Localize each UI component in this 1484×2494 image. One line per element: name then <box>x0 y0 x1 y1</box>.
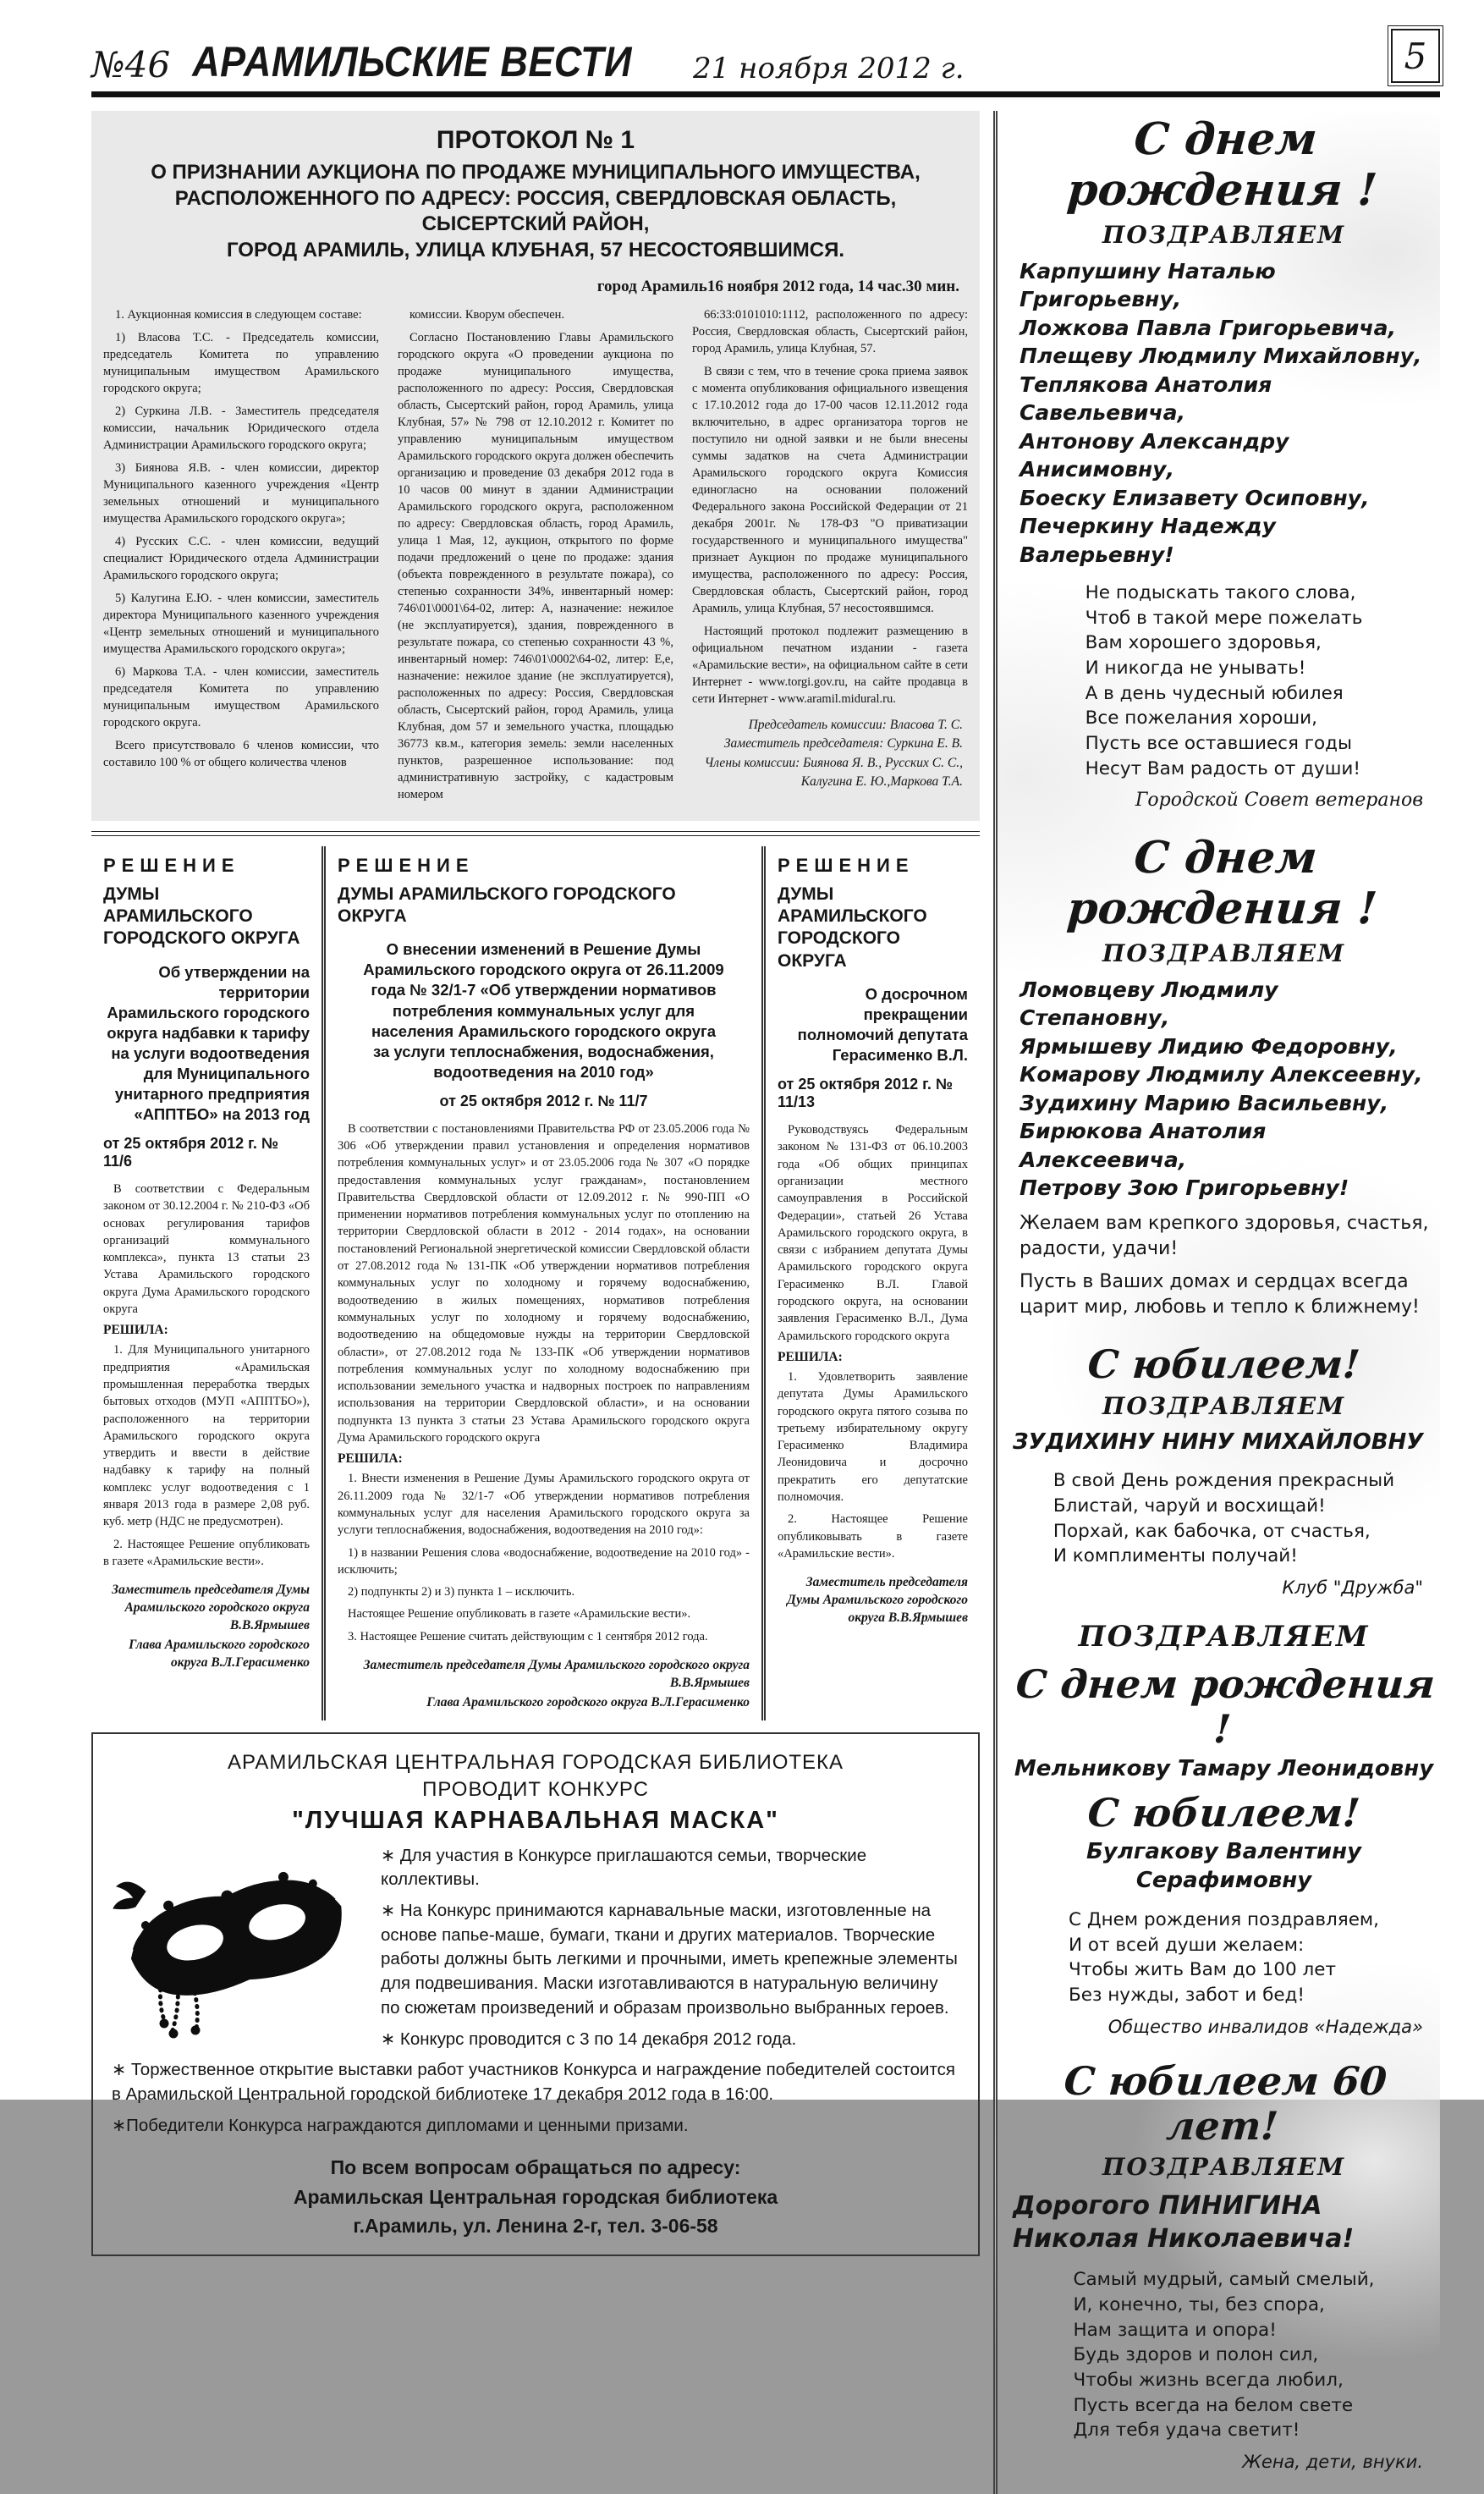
page-content <box>91 111 1440 2494</box>
header-rule <box>91 91 1440 97</box>
protocol-paragraph: Настоящий протокол подлежит размещению в официальном печатном издании - газета «Арамильские вести», на официальном сайте в сети Интернет - www.torgi.gov.ru, на сайте продавца в сети Интернет - www.aramil.midural.ru. <box>692 624 968 706</box>
protocol-paragraph: 3) Биянова Я.В. - член комиссии, директор Муниципального казенного учреждения «Центр земельных отношений и муниципального имущества Арамильского городского округа»; <box>103 460 379 526</box>
honoree-name: Ложкова Павла Григорьевича, <box>1020 315 1396 340</box>
greeting-signature: Городской Совет ветеранов <box>1135 790 1423 812</box>
honoree-name-list <box>1013 257 1435 570</box>
congrats-label: ПОЗДРАВЛЯЕМ <box>1078 1620 1370 1654</box>
decision-signatures <box>778 1574 968 1627</box>
honoree-name-lines <box>1013 2189 1435 2255</box>
decision-resolved-label: РЕШИЛА: <box>338 1451 403 1467</box>
announcement-headline-line3: "ЛУЧШАЯ КАРНАВАЛЬНАЯ МАСКА" <box>292 1806 779 1834</box>
decision-item: 1. Внести изменения в Решение Думы Арамильского городского округа от 26.11.2009 года № 32/1-7 «Об утверждении нормативов потребления коммунальных услуг для населения Арамильского городского округа за услуги теплоснабжения, водоснабжения, водоотведения на 2010 год»: <box>338 1472 750 1538</box>
poem-line: Все пожелания хороши, <box>1085 707 1317 729</box>
honoree-name: Комарову Людмилу Алексеевну, <box>1020 1062 1423 1087</box>
poem-line: Чтоб в такой мере пожелать <box>1085 607 1363 629</box>
decision-article-11-6 <box>91 846 322 1720</box>
honoree-name: Плещеву Людмилу Михайловну, <box>1020 344 1422 369</box>
decision-item: 2) подпункты 2) и 3) пункта 1 – исключить. <box>348 1585 575 1599</box>
protocol-signature-line: Заместитель председателя: Суркина Е. В. <box>723 736 963 752</box>
protocol-body <box>103 306 968 809</box>
announcement-headline <box>112 1749 959 1837</box>
poem-line: В свой День рождения прекрасный <box>1053 1470 1395 1492</box>
protocol-signatures <box>692 716 968 792</box>
honoree-name: ЗУДИХИНУ НИНУ МИХАЙЛОВНУ <box>1013 1429 1424 1455</box>
protocol-paragraph: 6) Маркова Т.А. - член комиссии, заместитель председателя Комитета по управлению муниципальным имуществом Арамильского городского округа. <box>103 664 379 729</box>
greeting-signature: Общество инвалидов «Надежда» <box>1108 2016 1423 2037</box>
greeting-wishes <box>1013 1211 1435 1320</box>
decision-heading: РЕШЕНИЕ <box>778 854 915 876</box>
greeting-script-title: С юбилеем! <box>1086 1341 1362 1387</box>
protocol-subtitle-line: ГОРОД АРАМИЛЬ, УЛИЦА КЛУБНАЯ, 57 НЕСОСТОЯВШИМСЯ. <box>227 239 844 262</box>
decision-resolved-label: РЕШИЛА: <box>778 1349 843 1364</box>
poem-line: Самый мудрый, самый смелый, <box>1073 2269 1375 2291</box>
decision-date: от 25 октября 2012 г. № 11/7 <box>439 1092 648 1109</box>
poem-line: И от всей души желаем: <box>1068 1934 1305 1956</box>
poem-line: Не подыскать такого слова, <box>1085 582 1356 604</box>
decision-article-11-13 <box>761 846 980 1720</box>
decision-item: 1) в названии Решения слова «водоснабжение, водоотведение на 2010 год» - исключить; <box>338 1545 750 1577</box>
decision-signature-line: Заместитель председателя Думы Арамильского городского округа В.В.Ярмышев <box>787 1575 968 1626</box>
greeting-poem <box>1069 1908 1379 2008</box>
decision-item: Настоящее Решение опубликовать в газете «Арамильские вести». <box>348 1607 691 1621</box>
announcement-headline-line1: АРАМИЛЬСКАЯ ЦЕНТРАЛЬНАЯ ГОРОДСКАЯ БИБЛИОТЕКА <box>227 1750 844 1774</box>
main-column <box>91 111 980 2494</box>
poem-line: Без нужды, забот и бед! <box>1068 1985 1305 2007</box>
protocol-dateline: город Арамиль16 ноября 2012 года, 14 час.30 мин. <box>596 277 959 295</box>
greeting-block-birthday-2 <box>1013 833 1435 1319</box>
honoree-name: Мельникову Тамару Леонидовну <box>1014 1755 1434 1781</box>
greeting-block-nadezhda <box>1013 1620 1435 2037</box>
greeting-block-zudikhina <box>1013 1342 1435 1598</box>
poem-line: И никогда не унывать! <box>1085 658 1306 680</box>
protocol-paragraph: комиссии. Кворум обеспечен. <box>409 307 565 322</box>
honoree-name: Печеркину Надежду Валерьевну! <box>1020 514 1276 567</box>
announcement-rule: ∗Победители Конкурса награждаются дипломами и ценными призами. <box>112 2115 689 2135</box>
protocol-paragraph: Всего присутствовало 6 членов комиссии, что составило 100 % от общего количества членов <box>103 738 379 769</box>
protocol-paragraph: 2) Суркина Л.В. - Заместитель председателя комиссии, начальник Юридического отдела Администрации Арамильского городского округа; <box>103 404 379 452</box>
announcement-contact-line: Арамильская Центральная городская библиотека <box>293 2185 778 2208</box>
page-number: 5 <box>1404 35 1427 77</box>
poem-line: Нам защита и опора! <box>1073 2319 1277 2341</box>
decision-resolved-label: РЕШИЛА: <box>103 1323 168 1338</box>
masthead-title: АРАМИЛЬСКИЕ ВЕСТИ <box>192 37 632 86</box>
protocol-column-1 <box>103 306 379 809</box>
announcement-headline-line2: ПРОВОДИТ КОНКУРС <box>422 1778 649 1802</box>
protocol-paragraph: 66:33:0101010:1112, расположенного по адресу: Россия, Свердловская область, Сысертский район, город Арамиль, улица Клубная, 57. <box>692 307 968 355</box>
poem-line: И, конечно, ты, без спора, <box>1073 2294 1325 2316</box>
decision-signature-line: Заместитель председателя Думы Арамильского городского округа В.В.Ярмышев <box>363 1658 750 1690</box>
page-number-box <box>1391 29 1440 83</box>
decision-org: ДУМЫ АРАМИЛЬСКОГО ГОРОДСКОГО ОКРУГА <box>338 884 676 927</box>
greeting-script-title: С днем рождения ! <box>1065 832 1379 935</box>
congrats-label: ПОЗДРАВЛЯЕМ <box>1102 939 1346 967</box>
protocol-paragraph: 1) Власова Т.С. - Председатель комиссии, председатель Комитета по управлению муниципальным имуществом Арамильского городского округа; <box>103 330 379 395</box>
decisions-section <box>91 846 980 1720</box>
decision-date: от 25 октября 2012 г. № 11/6 <box>103 1135 278 1170</box>
decision-title: О внесении изменений в Решение Думы Арамильского городского округа от 26.11.2009 года № 32/1-7 «Об утверждении нормативов потребления коммунальных услуг для населения Арамильского городского округа за услуги теплоснабжения, водоснабжения, водоотведения на 2010 год» <box>363 940 724 1081</box>
greeting-poem <box>1086 581 1363 781</box>
announcement-rule: ∗ Конкурс проводится с 3 по 14 декабря 2012 года. <box>381 2029 797 2049</box>
greeting-script-title: С днем рождения ! <box>1065 113 1379 216</box>
honoree-name: Петрову Зою Григорьевну! <box>1020 1175 1349 1201</box>
protocol-article <box>91 111 980 821</box>
decision-signatures <box>103 1582 310 1672</box>
protocol-paragraph: В связи с тем, что в течение срока приема заявок с момента опубликования официального извещения с 17.10.2012 года до 17-00 часов 12.11.2012 года включительно, в адрес организатора торгов не поступило ни одной заявки и не были внесены суммы задатков на счета Администрации Арамильского городского округа Комиссия единогласно на основании положений Федерального закона Российской Федерации от 21 декабря 2001г. № 178-ФЗ "О приватизации государственного и муниципального имущества" признает Аукцион по продаже муниципального имущества, расположенного по адресу: Россия, Свердловская область, Сысертский район, город Арамиль, улица Клубная, 57 несостоявшимся. <box>692 364 968 615</box>
honoree-name: Булгакову Валентину Серафимовну <box>1086 1839 1362 1894</box>
greeting-block-veterans <box>1013 114 1435 811</box>
decision-title: О досрочном прекращении полномочий депутата Герасименко В.Л. <box>797 984 968 1065</box>
decision-items <box>103 1341 310 1570</box>
decision-body <box>778 1121 968 1345</box>
protocol-signature-line: Члены комиссии: Биянова Я. В., Русских С. С., <box>704 755 963 770</box>
protocol-column-2 <box>398 306 673 809</box>
protocol-signature-line: Председатель комиссии: Власова Т. С. <box>748 717 963 732</box>
greeting-script-title-2: С юбилеем! <box>1086 1789 1362 1836</box>
poem-line: Чтобы жить Вам до 100 лет <box>1068 1959 1337 1981</box>
decision-article-11-7 <box>322 846 761 1720</box>
poem-line: Для тебя удача светит! <box>1073 2420 1300 2442</box>
decision-org: ДУМЫ АРАМИЛЬСКОГО ГОРОДСКОГО ОКРУГА <box>103 884 300 949</box>
greeting-script-title: С днем рождения ! <box>1014 1661 1437 1752</box>
decision-paragraph: В соответствии с постановлениями Правительства РФ от 23.05.2006 года № 306 «Об утверждении правил установления и определения нормативов потребления коммунальных услуг» и от 23.05.2006 года № 307 «О порядке предоставления коммунальных услуг гражданам», постановлением Правительства Свердловской области от 12.09.2012 г. № 990-ПП «О применении нормативов потребления коммунальных услуг по отоплению на территории Свердловской области в 2012 - 2014 годах», на основании постановлений Региональной энергетической комиссии Свердловской области от 27.08.2012 года № 131-ПК «Об утверждении нормативов потребления коммунальных услуг по холодному и горячему водоснабжению, водоотведению в жилых помещениях, нормативов потребления коммунальных услуг по холодному и горячему водоснабжению, водоотведению на общедомовые нужды на территории Свердловской области», от 27.08.2012 года № 133-ПК «Об утверждении нормативов потребления коммунальных услуг по холодному водоснабжению при использовании земельного участка и надворных построек по направлениям использования на территории Свердловской области», и на основании подпункта 13 пункта 3 статьи 23 Устава Арамильского городского округа Дума Арамильского городского округа <box>338 1121 750 1445</box>
library-contest-announcement <box>91 1732 980 2256</box>
page-header <box>91 29 1440 91</box>
decision-signature-line: Заместитель председателя Думы Арамильского городского округа В.В.Ярмышев <box>112 1583 310 1633</box>
congrats-label: ПОЗДРАВЛЯЕМ <box>1102 220 1346 249</box>
decision-item: 1. Для Муниципального унитарного предприятия «Арамильская промышленная переработка твердых бытовых отходов (МУП «АППТБО»), расположенного на территории Арамильского городского округа утвердить и ввести в действие надбавку к тарифу на полный комплекс услуг водоотведения с 1 января 2013 года в размере 2,08 руб. куб. метр (НДС не предусмотрен). <box>103 1343 310 1529</box>
announcement-contact <box>112 2153 959 2241</box>
greeting-poem <box>1073 2267 1374 2443</box>
issue-number: №46 <box>91 44 171 85</box>
congrats-label: ПОЗДРАВЛЯЕМ <box>1102 1391 1346 1420</box>
decision-signature-line: Глава Арамильского городского округа В.Л.Герасименко <box>426 1694 750 1709</box>
greeting-signature: Жена, дети, внуки. <box>1242 2452 1423 2473</box>
wish-line: Желаем вам крепкого здоровья, счастья, радости, удачи! <box>1020 1212 1429 1259</box>
decision-item: 2. Настоящее Решение опубликовать в газете «Арамильские вести». <box>103 1537 310 1568</box>
greeting-script-title: С юбилеем 60 лет! <box>1062 2057 1388 2149</box>
decision-item: 1. Удовлетворить заявление депутата Думы Арамильского городского округа пятого созыва по третьему избирательному округу Герасименко Владимира Леонидовича и досрочно прекратить его депутатские полномочия. <box>778 1369 968 1504</box>
honoree-name: Ломовцеву Людмилу Степановну, <box>1020 977 1278 1031</box>
carnival-mask-image <box>112 1841 366 2054</box>
decision-body <box>338 1120 750 1447</box>
greeting-signature: Клуб "Дружба" <box>1282 1577 1423 1598</box>
decision-signatures <box>338 1657 750 1712</box>
wish-line: Пусть в Ваших домах и сердцах всегда царит мир, любовь и тепло к ближнему! <box>1020 1271 1420 1318</box>
poem-line: Пусть все оставшиеся годы <box>1085 733 1353 755</box>
poem-line: С Днем рождения поздравляем, <box>1068 1909 1379 1931</box>
decision-items <box>338 1470 750 1645</box>
decision-item: 3. Настоящее Решение считать действующим с 1 сентября 2012 года. <box>348 1629 708 1643</box>
poem-line: Порхай, как бабочка, от счастья, <box>1053 1520 1371 1542</box>
poem-line: Пусть всегда на белом свете <box>1073 2394 1354 2416</box>
decision-date: от 25 октября 2012 г. № 11/13 <box>778 1076 953 1111</box>
protocol-subtitle <box>103 160 968 264</box>
section-divider <box>91 831 980 836</box>
protocol-paragraph: 4) Русских С.С. - член комиссии, ведущий специалист Юридического отдела Администрации Арамильского городского округа; <box>103 534 379 582</box>
decision-paragraph: Руководствуясь Федеральным законом № 131-ФЗ от 06.10.2003 года «Об общих принципах организации местного самоуправления в Российской Федерации», статьей 26 Устава Арамильского городского округа, в связи с избранием депутата Думы Арамильского городского округа Герасименко В.Л. Главой городского округа, на основании заявления Герасименко В.Л., Дума Арамильского городского округа <box>778 1123 968 1343</box>
decision-org: ДУМЫ АРАМИЛЬСКОГО ГОРОДСКОГО ОКРУГА <box>778 884 927 971</box>
announcement-contact-line: г.Арамиль, ул. Ленина 2-г, тел. 3-06-58 <box>353 2215 718 2238</box>
protocol-paragraph: 1. Аукционная комиссия в следующем составе: <box>115 307 362 322</box>
poem-line: Блистай, чаруй и восхищай! <box>1053 1495 1326 1517</box>
protocol-column-3 <box>692 306 968 809</box>
decision-signature-line: Глава Арамильского городского округа В.Л.Герасименко <box>129 1638 310 1670</box>
honoree-name: Николая Николаевича! <box>1013 2224 1355 2255</box>
greeting-poem <box>1053 1468 1394 1569</box>
greetings-column <box>993 111 1440 2494</box>
issue-date: 21 ноября 2012 г. <box>692 52 965 85</box>
honoree-name: Ярмышеву Лидию Федоровну, <box>1020 1033 1398 1059</box>
honoree-name: Зудихину Марию Васильевну, <box>1020 1090 1389 1115</box>
announcement-rule: ∗ На Конкурс принимаются карнавальные маски, изготовленные на основе папье-маше, бумаги, ткани и других материалов. Творческие работы должны быть легкими и прочными, иметь крепежные элементы для подвешивания. Маски изготавливаются в натуральную величину по сюжетам произведений и образам произвольно выбранных героев. <box>381 1901 958 2018</box>
announcement-rule: ∗ Торжественное открытие выставки работ участников Конкурса и награждение победителей состоится в Арамильской Центральной городской библиотеке 17 декабря 2012 года в 16:00. <box>112 2060 956 2104</box>
announcement-contact-line: По всем вопросам обращаться по адресу: <box>330 2156 741 2179</box>
decision-items <box>778 1368 968 1562</box>
decision-heading: РЕШЕНИЕ <box>103 854 240 876</box>
protocol-signature-line: Калугина Е. Ю.,Маркова Т.А. <box>800 774 963 790</box>
decision-heading: РЕШЕНИЕ <box>338 854 475 876</box>
announcement-rule: ∗ Для участия в Конкурсе приглашаются семьи, творческие коллективы. <box>381 1845 867 1890</box>
honoree-name: Бирюкова Анатолия Алексеевича, <box>1020 1119 1267 1172</box>
decision-title: Об утверждении на территории Арамильского городского округа надбавки к тарифу на услуги водоотведения для Муниципального унитарного предприятия «АППТБО» на 2013 год <box>107 962 310 1123</box>
poem-line: Вам хорошего здоровья, <box>1085 632 1322 654</box>
poem-line: И комплименты получай! <box>1053 1545 1298 1567</box>
honoree-name: Дорогого ПИНИГИНА <box>1013 2191 1322 2221</box>
protocol-paragraph: 5) Калугина Е.Ю. - член комиссии, заместитель директора Муниципального казенного учреждения «Центр земельных отношений и муниципального имущества Арамильского городского округа»; <box>103 591 379 656</box>
honoree-name: Антонову Александру Анисимовну, <box>1020 428 1289 482</box>
honoree-name-list <box>1013 976 1435 1203</box>
congrats-label: ПОЗДРАВЛЯЕМ <box>1102 2153 1346 2182</box>
decision-body <box>103 1181 310 1318</box>
protocol-title: ПРОТОКОЛ № 1 <box>436 126 635 154</box>
decision-paragraph: В соответствии с Федеральным законом от 30.12.2004 г. № 210-ФЗ «Об основах регулирования тарифов организаций коммунального комплекса», пункта 13 статьи 23 Устава Арамильского городского округа Дума Арамильского городского округа <box>103 1182 310 1317</box>
protocol-paragraph: Согласно Постановлению Главы Арамильского городского округа «О проведении аукциона по продаже муниципального имущества, расположенного по адресу: Россия, Свердловская область, Сысертский район, город Арамиль, улица Клубная, 57» № 798 от 12.10.2012 г. Комитет по управлению муниципальным имуществом Арамильского городского округа должен обеспечить организацию и проведение 03 декабря 2012 года в 10 часов 00 минут в здании Администрации Арамильского городского округа, расположенном по адресу: Свердловская область, город Арамиль, улица 1 Мая, 12, аукцион, открытого по форме подачи предложений о цене по продаже: здания (объекта поврежденного в результате пожара), со степенью сохранности 34%, инвентарный номер: 746\01\0001\64-02, литер: А, назначение: нежилое (не эксплуатируется), здания, поврежденного в результате пожара, со степенью сохранности 43 %, инвентарный номер: 746\01\0002\64-02, литер: Е,е, назначение: нежилое здание (не эксплуатируется), расположенных по адресу: Россия, Свердловская область, Сысертский район, город Арамиль, улица Клубная, дом 57 и земельного участка, площадью 36773 кв.м., категория земель: земли населенных пунктов, разрешенное использование: под административную застройку, с кадастровым номером <box>398 330 673 801</box>
honoree-name: Карпушину Наталью Григорьевну, <box>1020 258 1276 312</box>
honoree-name: Боеску Елизавету Осиповну, <box>1020 485 1370 510</box>
decision-item: 2. Настоящее Решение опубликовывать в газете «Арамильские вести». <box>778 1512 968 1561</box>
protocol-subtitle-line: О ПРИЗНАНИИ АУКЦИОНА ПО ПРОДАЖЕ МУНИЦИПАЛЬНОГО ИМУЩЕСТВА, <box>151 161 921 184</box>
honoree-name: Теплякова Анатолия Савельевича, <box>1020 372 1272 426</box>
poem-line: Несут Вам радость от души! <box>1085 757 1360 779</box>
poem-line: Будь здоров и полон сил, <box>1073 2344 1319 2366</box>
greeting-block-pinigin <box>1013 2059 1435 2472</box>
poem-line: А в день чудесный юбилея <box>1085 682 1344 704</box>
poem-line: Чтобы жизнь всегда любил, <box>1073 2370 1344 2392</box>
protocol-subtitle-line: РАСПОЛОЖЕННОГО ПО АДРЕСУ: РОССИЯ, СВЕРДЛОВСКАЯ ОБЛАСТЬ, СЫСЕРТСКИЙ РАЙОН, <box>174 186 897 236</box>
